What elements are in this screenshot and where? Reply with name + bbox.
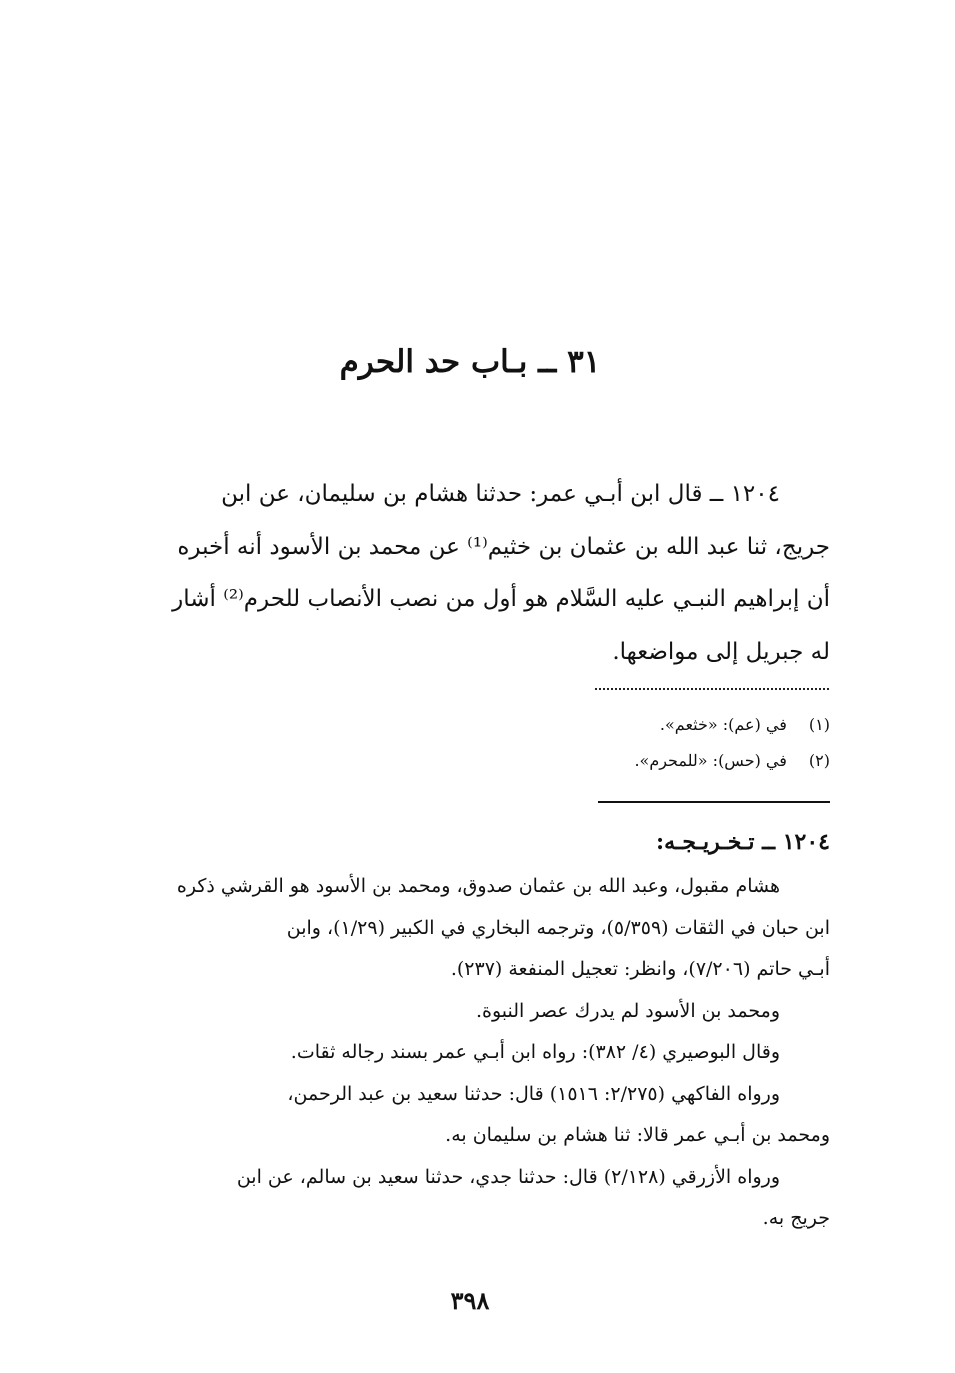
footnote-text: في (عم): «خثعم».: [659, 715, 787, 734]
hadith-line: جريج، ثنا عبد الله بن عثمان بن خثيم⁽¹⁾ عن محمد بن الأسود أنه أخبره: [177, 533, 830, 560]
takhrij-line: ابن حبان في الثقات (٥/٣٥٩)، وترجمه البخاري في الكبير (١/٢٩)، وابن: [286, 916, 830, 939]
page-number: ٣٩٨: [450, 1286, 490, 1315]
footnote-number: (١): [808, 715, 830, 734]
section-divider: [598, 801, 830, 803]
hadith-text: [108, 468, 830, 678]
footnote-text: في (حس): «للمحرم».: [634, 751, 787, 770]
footnotes: [520, 707, 830, 779]
footnote-item: [520, 743, 830, 779]
chapter-title: ٣١ ــ بـاب حد الحرم: [339, 344, 601, 380]
takhrij-line: ومحمد بن الأسود لم يدرك عصر النبوة.: [475, 999, 780, 1022]
hadith-line: له جبريل إلى مواضعها.: [612, 638, 830, 665]
takhrij-line: ورواه الأزرقي (٢/١٢٨) قال: حدثنا جدي، حدثنا سعيد بن سالم، عن ابن: [236, 1165, 780, 1188]
takhrij-line: ورواه الفاكهي (٢/٢٧٥: ١٥١٦) قال: حدثنا سعيد بن عبد الرحمن،: [287, 1082, 780, 1105]
takhrij-line: جريج به.: [762, 1207, 830, 1229]
hadith-line: أن إبراهيم النبـي عليه السَّلام هو أول من نصب الأنصاب للحرم⁽²⁾ أشار: [172, 586, 830, 612]
footnote-number: (٢): [808, 751, 830, 770]
footnote-separator-dots: [595, 682, 829, 690]
takhrij-line: هشام مقبول، وعبد الله بن عثمان صدوق، ومحمد بن الأسود هو القرشي ذكره: [176, 875, 780, 897]
takhrij-line: أبـي حاتم (٧/٢٠٦)، وانظر: تعجيل المنفعة (٢٣٧).: [450, 958, 830, 980]
hadith-line: ١٢٠٤ ــ قال ابن أبـي عمر: حدثنا هشام بن سليمان، عن ابن: [221, 481, 780, 507]
takhrij-text: [108, 866, 830, 1240]
takhrij-line: ومحمد بن أبـي عمر قالا: ثنا هشام بن سليمان به.: [445, 1124, 830, 1146]
takhrij-line: وقال البوصيري (٤/ ٣٨٢): رواه ابن أبـي عمر بسند رجاله ثقات.: [290, 1041, 780, 1063]
footnote-item: [520, 707, 830, 743]
takhrij-heading: ١٢٠٤ ــ تـخـريـجـه:: [656, 829, 830, 855]
